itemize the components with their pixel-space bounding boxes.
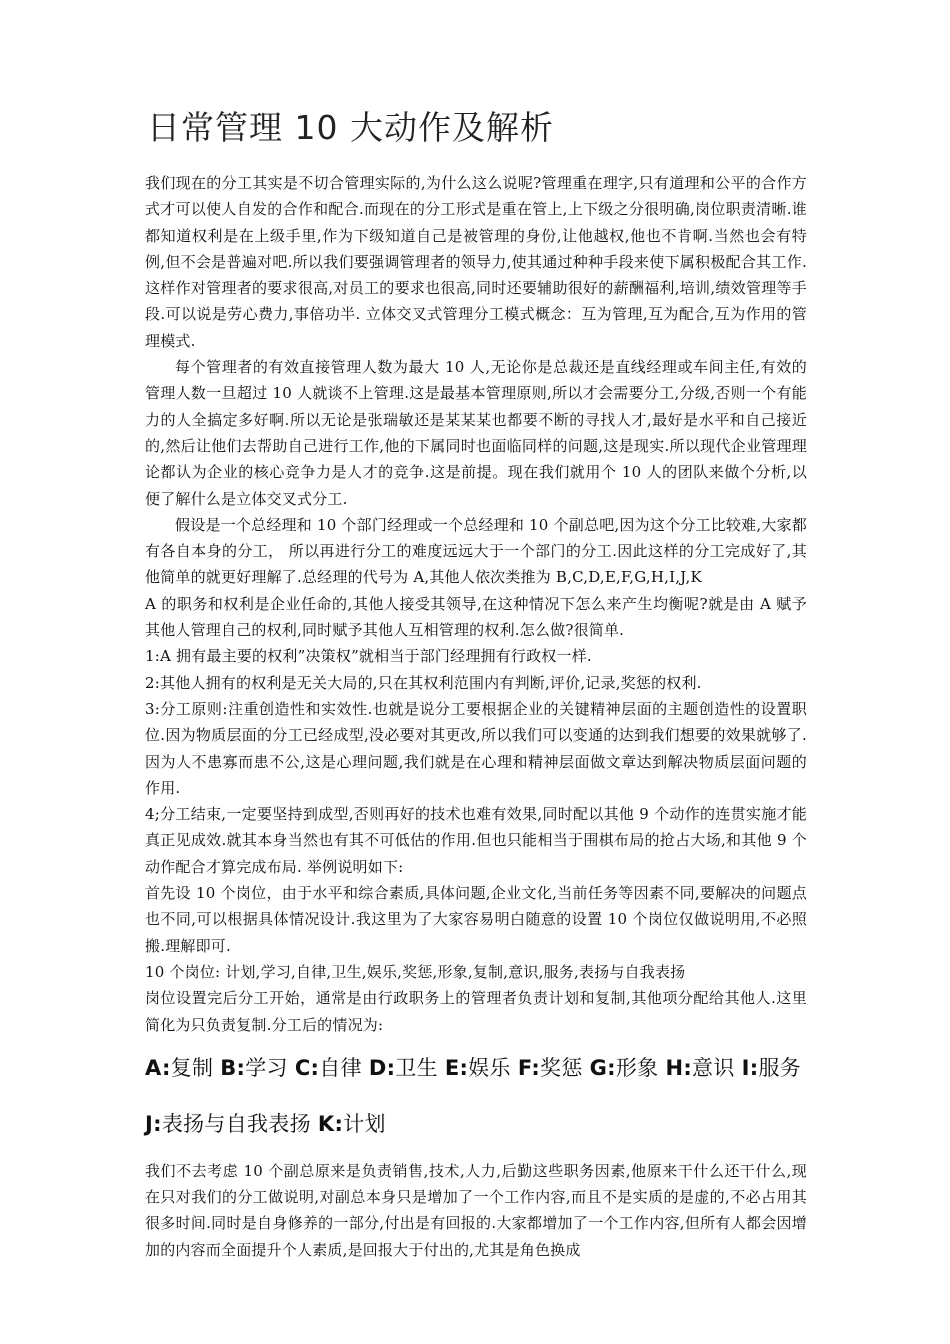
paragraph-intro: 我们现在的分工其实是不切合管理实际的,为什么这么说呢?管理重在理字,只有道理和公平的合作方式才可以使人自发的合作和配合.而现在的分工形式是重在管上,上下级之分很明确,岗位职责清晰.谁都知道权利是在上级手里,作为下级知道自己是被管理的身份,让他越权,他也不肯啊.当然也会有特例,但不会是普遍对吧.所以我们要强调管理者的领导力,使其通过种种手段来使下属积极配合其工作.这样作对管理者的要求很高,对员工的要求也很高,同时还要辅助很好的薪酬福利,培训,绩效管理等手段.可以说是劳心费力,事倍功半. 立体交叉式管理分工模式概念：互为管理,互为配合,互为作用的管理模式. xyxy=(145,174,807,350)
assignment-duty: 表扬与自我表扬 xyxy=(161,1111,311,1136)
rule-3: 3:分工原则:注重创造性和实效性.也就是说分工要根据企业的关键精神层面的主题创造性的设置职位.因为物质层面的分工已经成型,没必要对其更改,所以我们可以变通的达到我们想要的效果就够了.因为人不患寡而患不公,这是心理问题,我们就是在心理和精神层面做文章达到解决物质层面问题的作用. xyxy=(145,699,807,797)
assignment-duty: 自律 xyxy=(319,1055,362,1080)
assignment-duty: 娱乐 xyxy=(468,1055,511,1080)
assignment-duty: 计划 xyxy=(343,1111,386,1136)
assignment-code: B: xyxy=(220,1055,246,1080)
assignment-list xyxy=(145,1040,807,1152)
assignment-duty: 意识 xyxy=(692,1055,735,1080)
paragraph-ten-people: 每个管理者的有效直接管理人数为最大 10 人,无论你是总裁还是直线经理或车间主任,有效的管理人数一旦超过 10 人就谈不上管理.这是最基本管理原则,所以才会需要分工,分级,否则一个有能力的人全搞定多好啊.所以无论是张瑞敏还是某某某也都要不断的寻找人才,最好是水平和自己接近的,然后让他们去帮助自己进行工作,他的下属同时也面临同样的问题,这是现实.所以现代企业管理理论都认为企业的核心竞争力是人才的竞争.这是前提。现在我们就用个 10 人的团队来做个分析,以便了解什么是立体交叉式分工. xyxy=(145,358,807,508)
assignment-code: D: xyxy=(368,1055,396,1080)
assignment-code: I: xyxy=(741,1055,759,1080)
assignment-duty: 学习 xyxy=(245,1055,288,1080)
document-title: 日常管理 10 大动作及解析 xyxy=(147,108,554,147)
assignment-code: G: xyxy=(589,1055,616,1080)
paragraph-division: 岗位设置完后分工开始，通常是由行政职务上的管理者负责计划和复制,其他项分配给其他人.这里简化为只负责复制.分工后的情况为: xyxy=(145,989,807,1034)
assignment-code: F: xyxy=(517,1055,541,1080)
rule-1: 1:A 拥有最主要的权利”决策权”就相当于部门经理拥有行政权一样. xyxy=(145,647,592,666)
assignment-duty: 卫生 xyxy=(395,1055,438,1080)
assignment-duty: 复制 xyxy=(170,1055,214,1080)
assignment-code: C: xyxy=(294,1055,320,1080)
assignment-duty: 服务 xyxy=(758,1055,802,1080)
assignment-code: A: xyxy=(145,1055,171,1080)
assignment-duty: 奖惩 xyxy=(540,1055,583,1080)
assignment-code: K: xyxy=(317,1111,344,1136)
document-body xyxy=(145,100,807,1263)
rule-4: 4;分工结束,一定要坚持到成型,否则再好的技术也难有效果,同时配以其他 9 个动作的连贯实施才能真正见成效.就其本身当然也有其不可低估的作用.但也只能相当于围棋布局的抢占大场,和其他 9 个动作配合才算完成布局. 举例说明如下: xyxy=(145,805,807,876)
paragraph-positions-setup: 首先设 10 个岗位，由于水平和综合素质,具体问题,企业文化,当前任务等因素不同,要解决的问题点也不同,可以根据具体情况设计.我这里为了大家容易明白随意的设置 10 个岗位仅做说明用,不必照搬.理解即可. xyxy=(145,884,807,955)
rule-2: 2:其他人拥有的权利是无关大局的,只在其权利范围内有判断,评价,记录,奖惩的权利. xyxy=(145,673,702,692)
paragraph-positions-list: 10 个岗位: 计划,学习,自律,卫生,娱乐,奖惩,形象,复制,意识,服务,表扬与自我表扬 xyxy=(145,962,686,981)
assignment-code: H: xyxy=(665,1055,693,1080)
paragraph-closing: 我们不去考虑 10 个副总原来是负责销售,技术,人力,后勤这些职务因素,他原来干什么还干什么,现在只对我们的分工做说明,对副总本身只是增加了一个工作内容,而且不是实质的是虚的,不必占用其很多时间.同时是自身修养的一部分,付出是有回报的.大家都增加了一个工作内容,但所有人都会因增加的内容而全面提升个人素质,是回报大于付出的,尤其是角色换成 xyxy=(145,1161,807,1259)
paragraph-assumption: 假设是一个总经理和 10 个部门经理或一个总经理和 10 个副总吧,因为这个分工比较难,大家都有各自本身的分工， 所以再进行分工的难度远远大于一个部门的分工.因此这样的分工完成好了,其他简单的就更好理解了.总经理的代号为 A,其他人依次类推为 B,C,D,E,F,G,H,I,J,K xyxy=(145,515,807,587)
paragraph-authority: A 的职务和权利是企业任命的,其他人接受其领导,在这种情况下怎么来产生均衡呢?就是由 A 赋予其他人管理自己的权利,同时赋予其他人互相管理的权利.怎么做?很简单. xyxy=(145,594,807,640)
assignment-code: E: xyxy=(444,1055,469,1080)
assignment-code: J: xyxy=(145,1111,162,1136)
assignment-duty: 形象 xyxy=(615,1055,659,1080)
